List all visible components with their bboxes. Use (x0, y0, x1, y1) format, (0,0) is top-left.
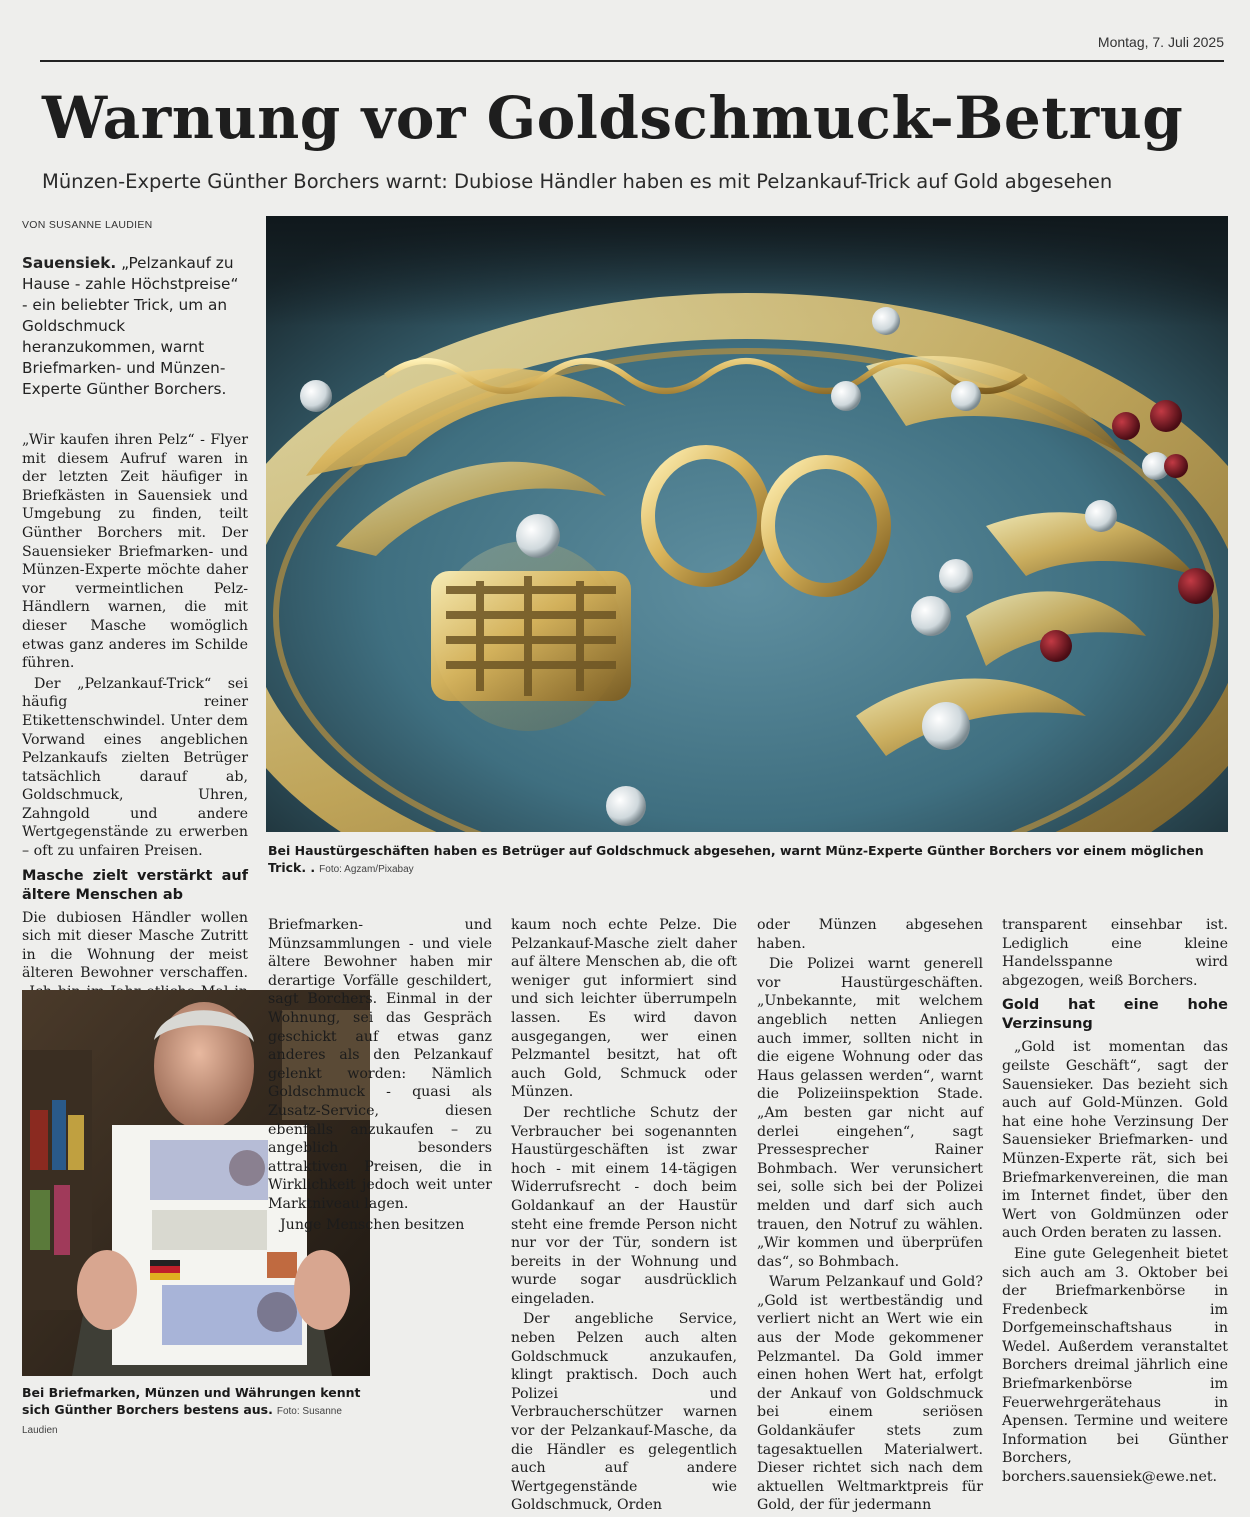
col2-paragraph-1: Briefmarken- und Münzsammlungen - und viele ältere Bewohner haben mir derartige Vorfälle geschildert, sagt Borchers. Einmal in der Wohnung, sei das Gespräch geschickt auf etwas ganz anderes als den Pelzankauf gelenkt worden: Nämlich Goldschmuck - quasi als Zusatz-Service, diesen ebenfalls anzukaufen – zu angeblich besonders attraktiven Preisen, die in Wirklichkeit jedoch weit unter Marktniveau lagen. (268, 917, 492, 1212)
col3-paragraph-2: Der rechtliche Schutz der Verbraucher bei sogenannten Haustürgeschäften ist zwar hoch - mit einem 14-tägigen Widerrufsrecht - doch beim Goldankauf an der Haustür steht eine fremde Person nicht nur vor der Tür, sondern ist bereits in der Wohnung und wurde sogar ausdrücklich eingeladen. (511, 1104, 737, 1307)
subheadline: Münzen-Experte Günther Borchers warnt: Dubiose Händler haben es mit Pelzankauf-Trick auf Gold abgesehen (42, 170, 1113, 193)
issue-date: Montag, 7. Juli 2025 (1097, 34, 1224, 50)
column-3 (511, 916, 737, 1517)
col1-paragraph-2: Der „Pelzankauf-Trick“ sei häufig reiner Etikettenschwindel. Unter dem Vorwand eines angeblichen Pelzankaufs zielten Betrüger tatsächlich darauf ab, Goldschmuck, Uhren, Zahngold und andere Wertgegenstände zu erwerben – oft zu unfairen Preisen. (22, 675, 248, 860)
column-2 (268, 916, 492, 1236)
col4-paragraph-1: oder Münzen abgesehen haben. (757, 917, 983, 952)
col3-paragraph-1: kaum noch echte Pelze. Die Pelzankauf-Masche zielt daher auf ältere Menschen ab, die oft weniger gut informiert sind und sich leichter überrumpeln lassen. Es wird davon ausgegangen, wer einen Pelzmantel besitzt, hat oft auch Gold, Schmuck oder Münzen. (511, 917, 737, 1101)
col4-paragraph-3: Warum Pelzankauf und Gold? „Gold ist wertbeständig und verliert nicht an Wert wie ein aus der Mode gekommener Pelzmantel. Da Gold immer einen hohen Wert hat, erfolgt der Ankauf von Goldschmuck bei einem seriösen Goldankäufer stets zum tagesaktuellen Materialwert. Dieser richtet sich nach dem aktuellen Weltmarktpreis für Gold, der für jedermann (757, 1274, 983, 1514)
col5-paragraph-1: transparent einsehbar ist. Lediglich eine kleine Handelsspanne wird abgezogen, weiß Borchers. (1002, 917, 1228, 989)
main-photo-caption-text: Bei Haustürgeschäften haben es Betrüger auf Goldschmuck abgesehen, warnt Münz-Experte Günther Borchers vor einem möglichen Trick. . (268, 843, 1204, 875)
lead-place: Sauensiek. (22, 254, 117, 272)
main-photo-jewelry (266, 216, 1228, 832)
col4-paragraph-2: Die Polizei warnt generell vor Haustürgeschäften. „Unbekannte, mit welchem angeblich netten Anliegen auch immer, sollten nicht in die eigene Wohnung oder das Haus gelassen werden“, warnt die Polizeiinspektion Stade. „Am besten gar nicht auf derlei eingehen“, sagt Pressesprecher Rainer Bohmbach. Wer verunsichert sei, solle sich bei der Polizei melden und darf sich auch trauen, den Notruf zu wählen. „Wir kommen und überprüfen das“, so Bohmbach. (757, 956, 983, 1270)
main-photo-credit: Foto: Agzam/Pixabay (319, 864, 414, 875)
byline: VON SUSANNE LAUDIEN (22, 219, 153, 231)
second-photo-caption-text: Bei Briefmarken, Münzen und Währungen kennt sich Günther Borchers bestens aus. (22, 1385, 361, 1417)
column-4 (757, 916, 983, 1517)
col5-paragraph-3: Eine gute Gelegenheit bietet sich auch am 3. Oktober bei der Briefmarkenbörse in Fredenbeck im Dorfgemeinschaftshaus in Wedel. Außerdem veranstaltet Borchers dreimal jährlich eine Briefmarkenbörse im Feuerwehrgerätehaus in Apensen. Termine und weitere Information bei Günther Borchers, borchers.sauensiek@ewe.net. (1002, 1245, 1228, 1486)
main-photo-caption (268, 842, 1230, 878)
lead-text: „Pelzankauf zu Hause - zahle Höchstpreise“ - ein beliebter Trick, um an Goldschmuck heranzukommen, warnt Briefmarken- und Münzen-Experte Günther Borchers. (22, 254, 239, 398)
col1-paragraph-1: „Wir kaufen ihren Pelz“ - Flyer mit diesem Aufruf waren in der letzten Zeit häufiger in Briefkästen in Sauensiek und Umgebung zu finden, teilt Günther Borchers mit. Der Sauensieker Briefmarken- und Münzen-Experte möchte daher vor vermeintlichen Pelz-Händlern warnen, die mit dieser Masche womöglich etwas ganz anderes im Schilde führen. (22, 432, 248, 672)
header-rule (40, 60, 1224, 62)
column-1 (22, 431, 248, 1041)
col5-subhead: Gold hat eine hohe Verzinsung (1002, 997, 1228, 1033)
col5-paragraph-2: „Gold ist momentan das geilste Geschäft“, sagt der Sauensieker. Das bezieht sich auch auf Gold-Münzen. Gold hat eine hohe Verzinsung Der Sauensieker Briefmarken- und Münzen-Experte rät, sich bei Briefmarkenvereinen, die man im Internet findet, über den Wert von Goldmünzen oder auch Orden beraten zu lassen. (1002, 1039, 1228, 1242)
col3-paragraph-3: Der angebliche Service, neben Pelzen auch alten Goldschmuck anzukaufen, klingt praktisch. Doch auch Polizei und Verbraucherschützer warnen vor der Pelzankauf-Masche, da die Händler es gelegentlich auch auf andere Wertgegenstände wie Goldschmuck, Orden (511, 1311, 737, 1514)
col1-subhead: Masche zielt verstärkt auf ältere Menschen ab (22, 867, 248, 903)
headline: Warnung vor Goldschmuck-Betrug (42, 84, 1184, 152)
lead-paragraph (22, 253, 248, 400)
second-photo-credit: Foto: Susanne Laudien (22, 1406, 342, 1436)
second-photo-caption (22, 1384, 372, 1439)
col1-paragraph-3: Die dubiosen Händler wollen sich mit dieser Masche Zutritt in die Wohnung der meist älteren Bewohner verschaffen. (22, 909, 248, 982)
col2-paragraph-2: Junge Menschen besitzen (280, 1216, 465, 1233)
column-5 (1002, 916, 1228, 1489)
